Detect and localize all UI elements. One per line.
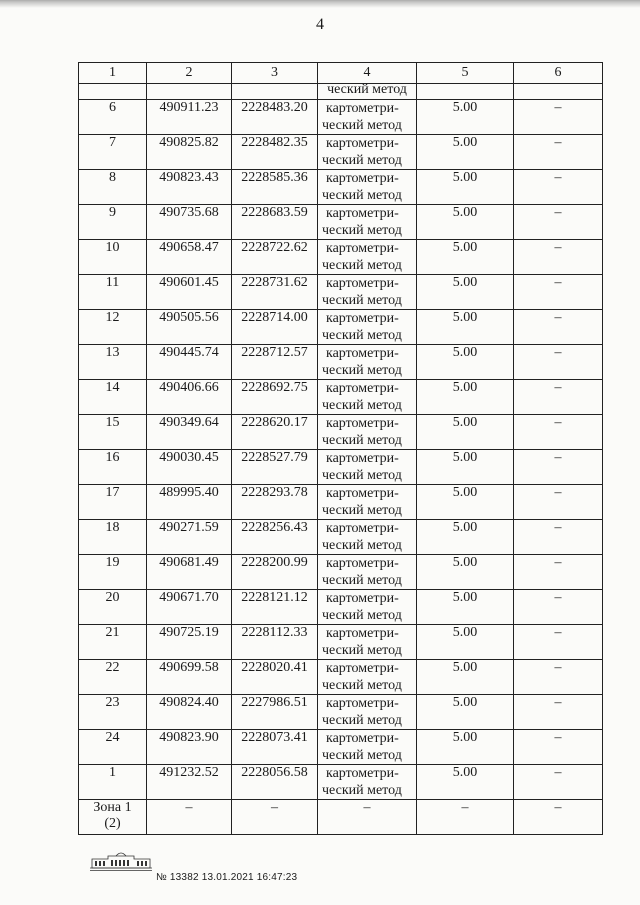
continuation-method: ческий метод: [318, 84, 417, 100]
continuation-cell: [147, 84, 232, 100]
continuation-row: [79, 84, 603, 100]
point-number: 21: [79, 625, 147, 660]
method-line-2: ческий метод: [322, 433, 402, 448]
note: –: [514, 205, 603, 240]
x-coordinate: 489995.40: [147, 485, 232, 520]
method-line-1: картометри-: [326, 416, 399, 431]
x-coordinate: 490824.40: [147, 695, 232, 730]
x-coordinate: 490349.64: [147, 415, 232, 450]
method-line-1: картометри-: [326, 171, 399, 186]
page-number: 4: [316, 16, 324, 33]
accuracy: 5.00: [417, 100, 514, 135]
y-coordinate: 2228714.00: [232, 310, 318, 345]
note: –: [514, 695, 603, 730]
method-line-1: картометри-: [326, 591, 399, 606]
point-number: 6: [79, 100, 147, 135]
scan-edge: [0, 0, 640, 8]
method-line-2: ческий метод: [322, 398, 402, 413]
accuracy: 5.00: [417, 240, 514, 275]
accuracy: 5.00: [417, 380, 514, 415]
table-row: [79, 660, 603, 695]
x-coordinate: 490505.56: [147, 310, 232, 345]
method-line-1: картометри-: [326, 101, 399, 116]
y-coordinate: 2228073.41: [232, 730, 318, 765]
coordinates-table: [78, 62, 603, 835]
zone-label-line-2: (2): [104, 816, 121, 831]
point-number: 16: [79, 450, 147, 485]
method: [318, 625, 417, 660]
zone-label-line-1: Зона 1: [93, 800, 132, 815]
y-coordinate: 2228692.75: [232, 380, 318, 415]
y-coordinate: 2228020.41: [232, 660, 318, 695]
note: –: [514, 275, 603, 310]
method-line-2: ческий метод: [322, 713, 402, 728]
y-coordinate: 2228482.35: [232, 135, 318, 170]
x-coordinate: 490911.23: [147, 100, 232, 135]
note: –: [514, 520, 603, 555]
note: –: [514, 100, 603, 135]
method-line-1: картометри-: [326, 241, 399, 256]
note: –: [514, 415, 603, 450]
y-coordinate: 2228256.43: [232, 520, 318, 555]
continuation-cell: [417, 84, 514, 100]
point-number: 20: [79, 590, 147, 625]
point-number: 19: [79, 555, 147, 590]
accuracy: 5.00: [417, 205, 514, 240]
y-coordinate: 2228712.57: [232, 345, 318, 380]
method: [318, 135, 417, 170]
method-line-2: ческий метод: [322, 643, 402, 658]
y-coordinate: 2228620.17: [232, 415, 318, 450]
accuracy: 5.00: [417, 135, 514, 170]
continuation-cell: [514, 84, 603, 100]
zone-label: [79, 800, 147, 835]
zone-error: –: [417, 800, 514, 835]
continuation-cell: [79, 84, 147, 100]
method-line-2: ческий метод: [322, 153, 402, 168]
table-row: [79, 310, 603, 345]
method: [318, 695, 417, 730]
method-line-2: ческий метод: [322, 223, 402, 238]
note: –: [514, 660, 603, 695]
y-coordinate: 2228112.33: [232, 625, 318, 660]
table-row: [79, 345, 603, 380]
header-col-6: 6: [514, 63, 603, 84]
table-row: [79, 240, 603, 275]
method-line-1: картометри-: [326, 276, 399, 291]
point-number: 23: [79, 695, 147, 730]
table-row: [79, 730, 603, 765]
point-number: 24: [79, 730, 147, 765]
x-coordinate: 490825.82: [147, 135, 232, 170]
y-coordinate: 2228527.79: [232, 450, 318, 485]
method-line-2: ческий метод: [322, 783, 402, 798]
method-line-2: ческий метод: [322, 258, 402, 273]
y-coordinate: 2228200.99: [232, 555, 318, 590]
method-line-2: ческий метод: [322, 748, 402, 763]
note: –: [514, 730, 603, 765]
method-line-1: картометри-: [326, 346, 399, 361]
x-coordinate: 490030.45: [147, 450, 232, 485]
method: [318, 170, 417, 205]
point-number: 15: [79, 415, 147, 450]
building-stamp-icon: [88, 850, 154, 872]
x-coordinate: 490725.19: [147, 625, 232, 660]
method-line-2: ческий метод: [322, 328, 402, 343]
accuracy: 5.00: [417, 555, 514, 590]
note: –: [514, 625, 603, 660]
method-line-1: картометри-: [326, 206, 399, 221]
method: [318, 310, 417, 345]
accuracy: 5.00: [417, 485, 514, 520]
method: [318, 100, 417, 135]
table-row: [79, 625, 603, 660]
note: –: [514, 765, 603, 800]
document-registration-number: № 13382 13.01.2021 16:47:23: [156, 872, 298, 883]
method-line-1: картометри-: [326, 451, 399, 466]
method: [318, 520, 417, 555]
y-coordinate: 2228585.36: [232, 170, 318, 205]
method-line-1: картометри-: [326, 136, 399, 151]
table-row: [79, 135, 603, 170]
method: [318, 275, 417, 310]
accuracy: 5.00: [417, 345, 514, 380]
method: [318, 240, 417, 275]
accuracy: 5.00: [417, 520, 514, 555]
method-line-1: картометри-: [326, 731, 399, 746]
accuracy: 5.00: [417, 275, 514, 310]
method-line-1: картометри-: [326, 766, 399, 781]
point-number: 9: [79, 205, 147, 240]
zone-row: [79, 800, 603, 835]
x-coordinate: 490735.68: [147, 205, 232, 240]
method-line-2: ческий метод: [322, 678, 402, 693]
y-coordinate: 2228731.62: [232, 275, 318, 310]
method: [318, 415, 417, 450]
header-col-4: 4: [318, 63, 417, 84]
point-number: 11: [79, 275, 147, 310]
table-row: [79, 555, 603, 590]
table-row: [79, 765, 603, 800]
point-number: 8: [79, 170, 147, 205]
table-row: [79, 170, 603, 205]
header-col-3: 3: [232, 63, 318, 84]
method: [318, 450, 417, 485]
continuation-cell: [232, 84, 318, 100]
x-coordinate: 490406.66: [147, 380, 232, 415]
note: –: [514, 240, 603, 275]
method-line-1: картометри-: [326, 556, 399, 571]
method-line-2: ческий метод: [322, 608, 402, 623]
note: –: [514, 450, 603, 485]
method-line-1: картометри-: [326, 521, 399, 536]
point-number: 14: [79, 380, 147, 415]
accuracy: 5.00: [417, 695, 514, 730]
table-row: [79, 695, 603, 730]
method-line-1: картометри-: [326, 696, 399, 711]
method-line-2: ческий метод: [322, 573, 402, 588]
note: –: [514, 555, 603, 590]
x-coordinate: 490271.59: [147, 520, 232, 555]
x-coordinate: 490681.49: [147, 555, 232, 590]
method: [318, 205, 417, 240]
point-number: 1: [79, 765, 147, 800]
method-line-2: ческий метод: [322, 188, 402, 203]
zone-y: –: [232, 800, 318, 835]
x-coordinate: 490445.74: [147, 345, 232, 380]
method: [318, 590, 417, 625]
method-line-1: картометри-: [326, 661, 399, 676]
note: –: [514, 380, 603, 415]
y-coordinate: 2227986.51: [232, 695, 318, 730]
point-number: 10: [79, 240, 147, 275]
table-row: [79, 100, 603, 135]
x-coordinate: 490823.43: [147, 170, 232, 205]
header-col-2: 2: [147, 63, 232, 84]
y-coordinate: 2228121.12: [232, 590, 318, 625]
method: [318, 765, 417, 800]
table-row: [79, 380, 603, 415]
y-coordinate: 2228056.58: [232, 765, 318, 800]
y-coordinate: 2228722.62: [232, 240, 318, 275]
method-line-1: картометри-: [326, 311, 399, 326]
method-line-2: ческий метод: [322, 468, 402, 483]
x-coordinate: 490658.47: [147, 240, 232, 275]
x-coordinate: 490671.70: [147, 590, 232, 625]
table-row: [79, 415, 603, 450]
point-number: 22: [79, 660, 147, 695]
x-coordinate: 491232.52: [147, 765, 232, 800]
y-coordinate: 2228683.59: [232, 205, 318, 240]
method-line-2: ческий метод: [322, 538, 402, 553]
note: –: [514, 590, 603, 625]
table-header-row: [79, 63, 603, 84]
method-line-1: картометри-: [326, 486, 399, 501]
accuracy: 5.00: [417, 415, 514, 450]
note: –: [514, 310, 603, 345]
method-line-1: картометри-: [326, 381, 399, 396]
table-row: [79, 275, 603, 310]
method-line-2: ческий метод: [322, 363, 402, 378]
table-row: [79, 205, 603, 240]
accuracy: 5.00: [417, 730, 514, 765]
header-col-1: 1: [79, 63, 147, 84]
accuracy: 5.00: [417, 590, 514, 625]
method-line-1: картометри-: [326, 626, 399, 641]
note: –: [514, 135, 603, 170]
method: [318, 730, 417, 765]
method-line-2: ческий метод: [322, 293, 402, 308]
point-number: 13: [79, 345, 147, 380]
method: [318, 485, 417, 520]
y-coordinate: 2228483.20: [232, 100, 318, 135]
note: –: [514, 345, 603, 380]
method: [318, 660, 417, 695]
zone-x: –: [147, 800, 232, 835]
y-coordinate: 2228293.78: [232, 485, 318, 520]
method-line-2: ческий метод: [322, 503, 402, 518]
table-row: [79, 450, 603, 485]
x-coordinate: 490823.90: [147, 730, 232, 765]
point-number: 7: [79, 135, 147, 170]
point-number: 17: [79, 485, 147, 520]
point-number: 18: [79, 520, 147, 555]
method: [318, 380, 417, 415]
table-row: [79, 590, 603, 625]
note: –: [514, 485, 603, 520]
zone-note: –: [514, 800, 603, 835]
table-row: [79, 520, 603, 555]
note: –: [514, 170, 603, 205]
table-row: [79, 485, 603, 520]
accuracy: 5.00: [417, 765, 514, 800]
accuracy: 5.00: [417, 625, 514, 660]
method: [318, 555, 417, 590]
accuracy: 5.00: [417, 310, 514, 345]
accuracy: 5.00: [417, 660, 514, 695]
method-line-2: ческий метод: [322, 118, 402, 133]
point-number: 12: [79, 310, 147, 345]
x-coordinate: 490699.58: [147, 660, 232, 695]
accuracy: 5.00: [417, 450, 514, 485]
accuracy: 5.00: [417, 170, 514, 205]
zone-method: –: [318, 800, 417, 835]
header-col-5: 5: [417, 63, 514, 84]
x-coordinate: 490601.45: [147, 275, 232, 310]
method: [318, 345, 417, 380]
